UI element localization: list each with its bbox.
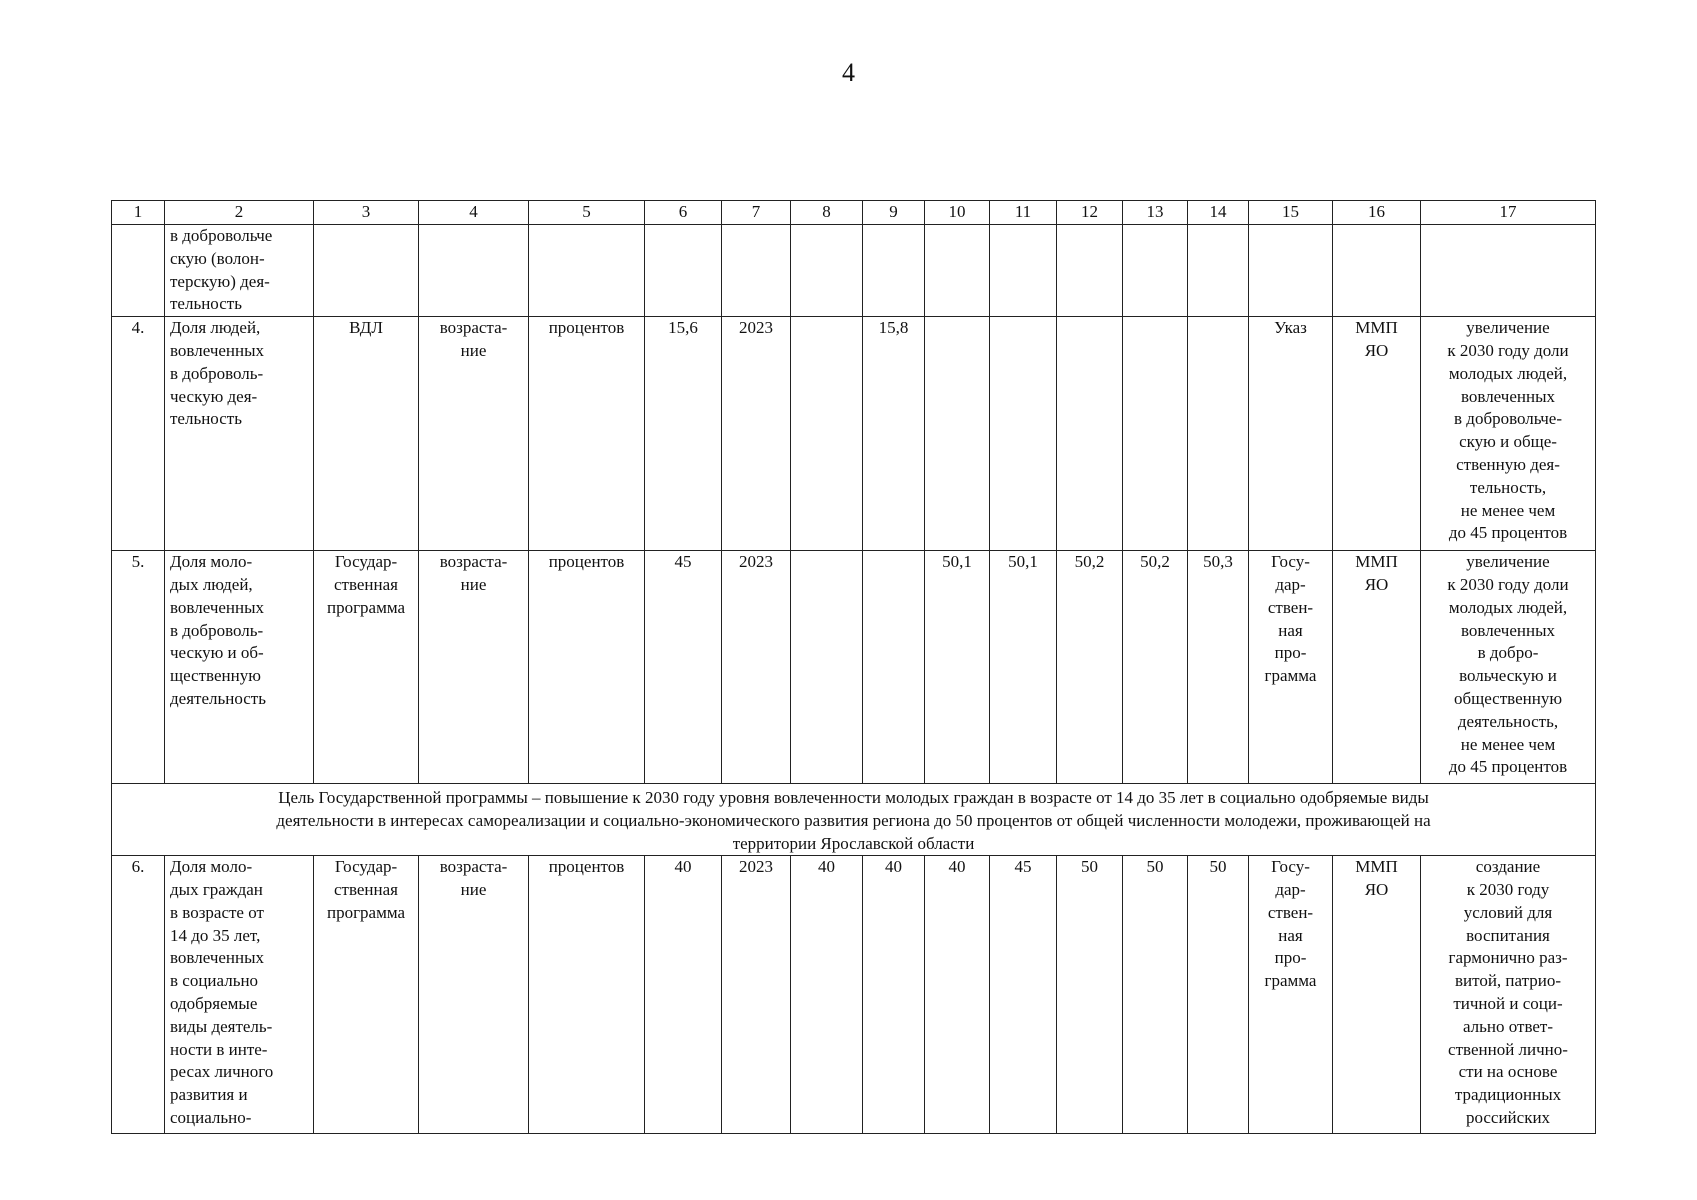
cell-y2027 bbox=[990, 225, 1057, 317]
cell-unit bbox=[529, 225, 645, 317]
header-cell-9: 9 bbox=[863, 201, 925, 225]
cell-line: щественную bbox=[170, 666, 261, 686]
cell-line: 50,2 bbox=[1140, 552, 1170, 572]
cell-line: в возрасте от bbox=[170, 902, 264, 922]
cell-document bbox=[1249, 551, 1333, 784]
cell-line: Государ- bbox=[334, 857, 398, 877]
cell-line: до 45 процентов bbox=[1448, 523, 1568, 543]
cell-y2025 bbox=[863, 551, 925, 784]
cell-line: возраста- bbox=[439, 857, 508, 877]
cell-source bbox=[314, 551, 419, 784]
cell-line: молодых людей, bbox=[1448, 597, 1568, 617]
cell-connection bbox=[1421, 856, 1596, 1134]
cell-line: условий для bbox=[1463, 902, 1553, 922]
cell-line: 50,1 bbox=[942, 552, 972, 572]
cell-line: ствен- bbox=[1267, 597, 1314, 617]
cell-line: в добро- bbox=[1477, 643, 1539, 663]
cell-y2025 bbox=[863, 225, 925, 317]
cell-connection bbox=[1421, 317, 1596, 551]
goal-line: Цель Государственной программы – повышение к 2030 году уровня вовлеченности молодых граждан в возрасте от 14 до 35 лет в социально одобряемые виды bbox=[278, 788, 1429, 808]
cell-base-value bbox=[645, 317, 722, 551]
cell-document bbox=[1249, 317, 1333, 551]
cell-line: возраста- bbox=[439, 318, 508, 338]
cell-line: вовлеченных bbox=[1460, 620, 1556, 640]
cell-dynamics bbox=[419, 856, 529, 1134]
cell-line: Указ bbox=[1274, 318, 1307, 338]
cell-y2030 bbox=[1188, 317, 1249, 551]
cell-line: гармонично раз- bbox=[1448, 948, 1568, 968]
cell-line: ММП bbox=[1355, 857, 1398, 877]
header-cell-8: 8 bbox=[791, 201, 863, 225]
cell-y2030 bbox=[1188, 225, 1249, 317]
cell-line: ВДЛ bbox=[349, 318, 383, 338]
cell-y2030 bbox=[1188, 551, 1249, 784]
cell-document bbox=[1249, 856, 1333, 1134]
cell-line: к 2030 году доли bbox=[1447, 340, 1569, 360]
cell-line: ствен- bbox=[1267, 902, 1314, 922]
cell-line: вовлеченных bbox=[1460, 386, 1556, 406]
header-cell-12: 12 bbox=[1057, 201, 1123, 225]
cell-line: увеличение bbox=[1466, 552, 1550, 572]
cell-line: 2023 bbox=[739, 857, 773, 877]
program-goal bbox=[112, 784, 1596, 856]
cell-line: дых людей, bbox=[170, 574, 253, 594]
cell-y2024 bbox=[791, 317, 863, 551]
cell-line: скую и обще- bbox=[1459, 432, 1557, 452]
cell-y2024 bbox=[791, 551, 863, 784]
cell-line: скую (волон- bbox=[170, 248, 265, 268]
header-cell-2: 2 bbox=[165, 201, 314, 225]
cell-line: 40 bbox=[818, 857, 835, 877]
cell-line: одобряемые bbox=[170, 993, 258, 1013]
cell-base-year bbox=[722, 551, 791, 784]
cell-y2029 bbox=[1123, 856, 1188, 1134]
cell-line: в добровольче- bbox=[1454, 409, 1562, 429]
cell-line: воспитания bbox=[1466, 925, 1550, 945]
cell-y2028 bbox=[1057, 317, 1123, 551]
header-cell-5: 5 bbox=[529, 201, 645, 225]
cell-line: традиционных bbox=[1454, 1085, 1562, 1105]
header-cell-13: 13 bbox=[1123, 201, 1188, 225]
cell-line: к 2030 году доли bbox=[1447, 574, 1569, 594]
header-cell-3: 3 bbox=[314, 201, 419, 225]
cell-line: 4. bbox=[131, 318, 145, 338]
cell-line: дых граждан bbox=[170, 879, 263, 899]
cell-line: российских bbox=[1465, 1107, 1551, 1127]
cell-line: вольческую и bbox=[1459, 666, 1557, 686]
cell-line: ческую дея- bbox=[170, 386, 258, 406]
cell-line: общественную bbox=[1453, 688, 1563, 708]
cell-unit bbox=[529, 856, 645, 1134]
cell-line: к 2030 году bbox=[1466, 879, 1550, 899]
cell-connection bbox=[1421, 551, 1596, 784]
cell-responsible bbox=[1333, 225, 1421, 317]
cell-line: развития и bbox=[170, 1085, 248, 1105]
cell-line: ственную дея- bbox=[1456, 454, 1560, 474]
cell-line: 14 до 35 лет, bbox=[170, 925, 261, 945]
cell-line: 50 bbox=[1209, 857, 1227, 877]
cell-line: 50 bbox=[1081, 857, 1098, 877]
cell-line: Государ- bbox=[334, 552, 398, 572]
cell-y2026 bbox=[925, 856, 990, 1134]
cell-line: 15,6 bbox=[668, 318, 698, 338]
cell-base-value bbox=[645, 856, 722, 1134]
header-cell-16: 16 bbox=[1333, 201, 1421, 225]
cell-line: про- bbox=[1274, 643, 1307, 663]
cell-y2028 bbox=[1057, 225, 1123, 317]
cell-indicator bbox=[165, 317, 314, 551]
cell-line: виды деятель- bbox=[170, 1016, 273, 1036]
cell-line: сти на основе bbox=[1458, 1062, 1558, 1082]
cell-source bbox=[314, 225, 419, 317]
header-cell-17: 17 bbox=[1421, 201, 1596, 225]
indicators-table bbox=[111, 200, 1596, 1134]
cell-num bbox=[112, 317, 165, 551]
cell-line: программа bbox=[326, 597, 406, 617]
cell-line: социально- bbox=[170, 1107, 252, 1127]
cell-line: ственной лично- bbox=[1448, 1039, 1568, 1059]
header-cell-10: 10 bbox=[925, 201, 990, 225]
cell-y2026 bbox=[925, 317, 990, 551]
cell-base-year bbox=[722, 317, 791, 551]
cell-y2026 bbox=[925, 225, 990, 317]
cell-line: увеличение bbox=[1466, 318, 1550, 338]
cell-line: ЯО bbox=[1364, 879, 1389, 899]
cell-y2029 bbox=[1123, 551, 1188, 784]
cell-y2026 bbox=[925, 551, 990, 784]
cell-line: тельность bbox=[170, 294, 242, 314]
cell-source bbox=[314, 317, 419, 551]
cell-line: грамма bbox=[1264, 666, 1317, 686]
cell-indicator bbox=[165, 856, 314, 1134]
cell-base-year bbox=[722, 225, 791, 317]
page-number: 4 bbox=[842, 58, 855, 87]
cell-unit bbox=[529, 317, 645, 551]
cell-line: ЯО bbox=[1364, 574, 1389, 594]
cell-line: Доля моло- bbox=[170, 857, 253, 877]
cell-line: ресах личного bbox=[170, 1062, 274, 1082]
cell-y2025 bbox=[863, 856, 925, 1134]
cell-line: ческую и об- bbox=[170, 643, 264, 663]
cell-line: 45 bbox=[1014, 857, 1032, 877]
goal-line: территории Ярославской области bbox=[732, 834, 975, 854]
cell-y2025 bbox=[863, 317, 925, 551]
header-cell-7: 7 bbox=[722, 201, 791, 225]
cell-indicator bbox=[165, 225, 314, 317]
cell-line: терскую) дея- bbox=[170, 271, 270, 291]
table-row-row-5 bbox=[112, 551, 1596, 784]
cell-dynamics bbox=[419, 225, 529, 317]
cell-line: создание bbox=[1475, 857, 1541, 877]
cell-line: Доля людей, bbox=[170, 318, 261, 338]
goal-line: деятельности в интересах самореализации и социально-экономического развития региона до 50 процентов от общей численности молодежи, проживающей на bbox=[276, 811, 1431, 831]
header-cell-1: 1 bbox=[112, 201, 165, 225]
header-cell-4: 4 bbox=[419, 201, 529, 225]
cell-line: 2023 bbox=[739, 552, 773, 572]
cell-line: 50,3 bbox=[1203, 552, 1233, 572]
cell-document bbox=[1249, 225, 1333, 317]
cell-y2027 bbox=[990, 551, 1057, 784]
cell-line: ММП bbox=[1355, 318, 1398, 338]
header-cell-15: 15 bbox=[1249, 201, 1333, 225]
cell-line: про- bbox=[1274, 948, 1307, 968]
cell-line: грамма bbox=[1264, 971, 1317, 991]
cell-line: не менее чем bbox=[1460, 734, 1556, 754]
cell-line: возраста- bbox=[439, 552, 508, 572]
table-row-row-4 bbox=[112, 317, 1596, 551]
cell-line: 50,2 bbox=[1074, 552, 1105, 572]
cell-line: витой, патрио- bbox=[1454, 971, 1562, 991]
cell-line: 6. bbox=[131, 857, 145, 877]
cell-line: вовлеченных bbox=[170, 340, 265, 360]
cell-line: 40 bbox=[885, 857, 902, 877]
header-cell-6: 6 bbox=[645, 201, 722, 225]
cell-y2030 bbox=[1188, 856, 1249, 1134]
cell-line: в социально bbox=[170, 971, 259, 991]
cell-line: молодых людей, bbox=[1448, 363, 1568, 383]
cell-line: тельность, bbox=[1469, 477, 1547, 497]
cell-line: ние bbox=[460, 879, 487, 899]
cell-line: 15,8 bbox=[878, 318, 909, 338]
cell-responsible bbox=[1333, 551, 1421, 784]
cell-line: 40 bbox=[948, 857, 966, 877]
cell-line: ственная bbox=[333, 574, 398, 594]
cell-y2027 bbox=[990, 317, 1057, 551]
table-row-row-6 bbox=[112, 856, 1596, 1134]
cell-line: дар- bbox=[1275, 574, 1306, 594]
cell-responsible bbox=[1333, 317, 1421, 551]
header-cell-11: 11 bbox=[990, 201, 1057, 225]
cell-source bbox=[314, 856, 419, 1134]
cell-indicator bbox=[165, 551, 314, 784]
cell-line: ная bbox=[1278, 925, 1303, 945]
cell-line: деятельность, bbox=[1457, 711, 1559, 731]
cell-line: тичной и соци- bbox=[1453, 993, 1563, 1013]
cell-base-value bbox=[645, 225, 722, 317]
cell-line: до 45 процентов bbox=[1448, 757, 1568, 777]
cell-line: ная bbox=[1278, 620, 1303, 640]
cell-line: ственная bbox=[333, 879, 398, 899]
cell-line: в доброволь- bbox=[170, 363, 264, 383]
goal-row bbox=[112, 784, 1596, 856]
cell-line: Доля моло- bbox=[170, 552, 253, 572]
cell-line: ЯО bbox=[1364, 340, 1389, 360]
cell-line: дар- bbox=[1275, 879, 1306, 899]
cell-num bbox=[112, 225, 165, 317]
cell-y2024 bbox=[791, 225, 863, 317]
cell-line: ние bbox=[460, 340, 487, 360]
cell-line: процентов bbox=[548, 857, 625, 877]
cell-line: деятельность bbox=[170, 688, 266, 708]
cell-line: программа bbox=[326, 902, 406, 922]
cell-line: процентов bbox=[548, 552, 625, 572]
cell-num bbox=[112, 856, 165, 1134]
cell-y2028 bbox=[1057, 856, 1123, 1134]
header-cell-14: 14 bbox=[1188, 201, 1249, 225]
header-row bbox=[112, 201, 1596, 225]
table-row-continuation bbox=[112, 225, 1596, 317]
cell-responsible bbox=[1333, 856, 1421, 1134]
cell-line: ММП bbox=[1355, 552, 1398, 572]
cell-line: 50,1 bbox=[1008, 552, 1038, 572]
cell-dynamics bbox=[419, 317, 529, 551]
cell-line: ности в инте- bbox=[170, 1039, 268, 1059]
cell-line: Госу- bbox=[1271, 552, 1310, 572]
cell-line: вовлеченных bbox=[170, 948, 265, 968]
cell-line: тельность bbox=[170, 409, 242, 429]
cell-line: 5. bbox=[131, 552, 145, 572]
cell-y2029 bbox=[1123, 225, 1188, 317]
cell-y2028 bbox=[1057, 551, 1123, 784]
cell-line: 50 bbox=[1146, 857, 1164, 877]
cell-line: 45 bbox=[674, 552, 692, 572]
cell-num bbox=[112, 551, 165, 784]
cell-base-value bbox=[645, 551, 722, 784]
cell-y2024 bbox=[791, 856, 863, 1134]
cell-line: не менее чем bbox=[1460, 500, 1556, 520]
cell-line: вовлеченных bbox=[170, 597, 265, 617]
cell-connection bbox=[1421, 225, 1596, 317]
cell-unit bbox=[529, 551, 645, 784]
cell-line: Госу- bbox=[1271, 857, 1310, 877]
cell-line: процентов bbox=[548, 318, 625, 338]
cell-line: ние bbox=[460, 574, 487, 594]
cell-base-year bbox=[722, 856, 791, 1134]
cell-y2027 bbox=[990, 856, 1057, 1134]
cell-y2029 bbox=[1123, 317, 1188, 551]
cell-dynamics bbox=[419, 551, 529, 784]
cell-line: 2023 bbox=[739, 318, 773, 338]
cell-line: 40 bbox=[674, 857, 692, 877]
cell-line: ально ответ- bbox=[1462, 1016, 1554, 1036]
cell-line: в доброволь- bbox=[170, 620, 264, 640]
cell-line: в добровольче bbox=[170, 226, 273, 245]
